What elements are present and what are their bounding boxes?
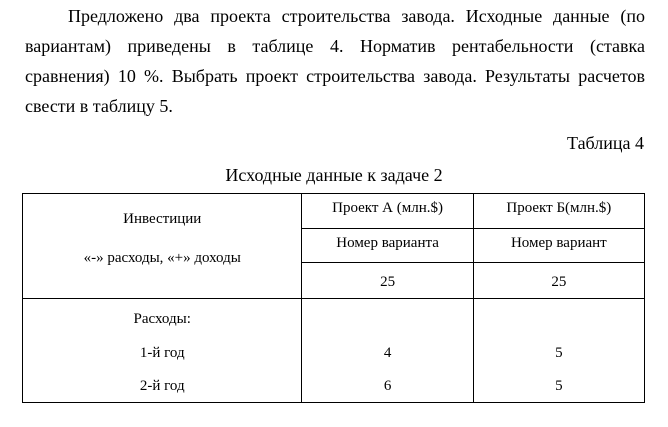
project-b-values-cell: [473, 299, 644, 403]
paragraph-line-2: вариантам) приведены в таблице 4. Норматив рентабельности (ставка: [25, 36, 645, 56]
variant-b-value: 25: [473, 263, 644, 299]
investments-header-cell: [23, 194, 302, 299]
year2-project-b: 5: [555, 378, 563, 394]
intro-paragraph: [25, 1, 645, 121]
year1-label: 1-й год: [139, 345, 185, 361]
project-a-values-cell: [302, 299, 473, 403]
variant-a-value: 25: [302, 263, 473, 299]
table-row: [23, 299, 645, 403]
paragraph-line-3: сравнения) 10 %. Выбрать проект строительства завода. Результаты расчетов: [25, 66, 645, 86]
source-data-table: [22, 193, 645, 403]
year1-project-b: 5: [555, 345, 563, 361]
investments-label: Инвестиции: [123, 211, 202, 227]
variant-b-label: Номер вариант: [473, 228, 644, 263]
row-labels-cell: [23, 299, 302, 403]
year1-project-a: 4: [383, 345, 392, 361]
project-b-header: Проект Б(млн.$): [473, 194, 644, 229]
year2-label: 2-й год: [139, 378, 185, 394]
project-a-header: Проект А (млн.$): [302, 194, 473, 229]
table-number: Таблица 4: [567, 133, 644, 153]
paragraph-line-4: свести в таблицу 5.: [25, 96, 173, 116]
table-caption: Исходные данные к задаче 2: [225, 165, 443, 185]
year2-project-a: 6: [383, 378, 392, 394]
expenses-label: Расходы:: [133, 311, 191, 327]
investments-note: «-» расходы, «+» доходы: [83, 250, 241, 266]
variant-a-label: Номер варианта: [302, 228, 473, 263]
paragraph-line-1: Предложено два проекта строительства завода. Исходные данные (по: [68, 6, 645, 26]
